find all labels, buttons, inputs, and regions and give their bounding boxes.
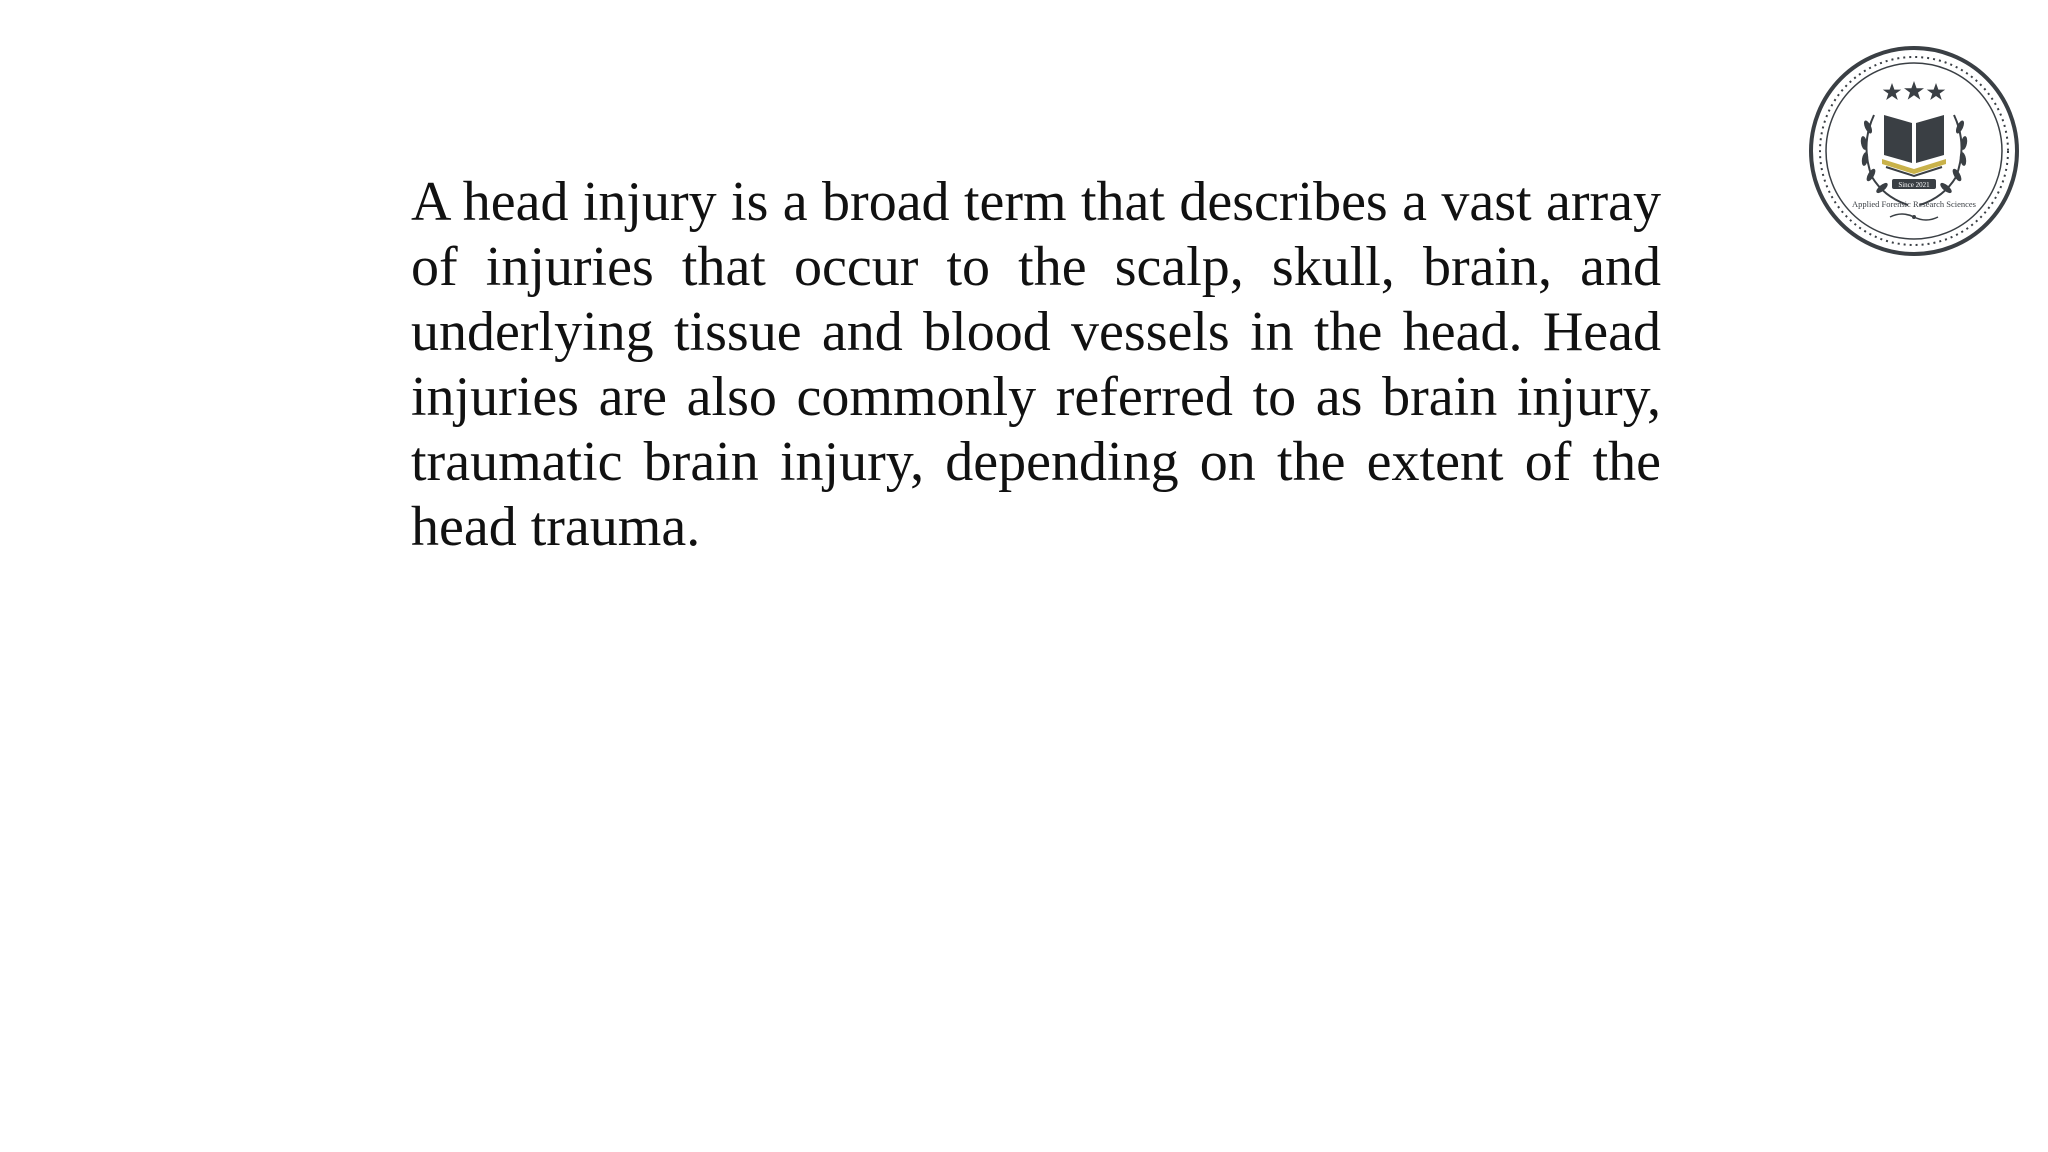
organization-logo bbox=[1808, 45, 2020, 257]
logo-since-text: Since 2021 bbox=[1898, 181, 1930, 189]
slide-paragraph: A head injury is a broad term that describes a vast array of injuries that occur to the scalp, skull, brain, and underlying tissue and blood vessels in the head. Head injuries are also commonly referred to as brain injury, traumatic brain injury, depending on the extent of the head trauma. bbox=[411, 171, 1661, 558]
logo-org-name: Applied Forensic Research Sciences bbox=[1852, 199, 1976, 209]
book-laurel-emblem-icon bbox=[1808, 45, 2020, 257]
